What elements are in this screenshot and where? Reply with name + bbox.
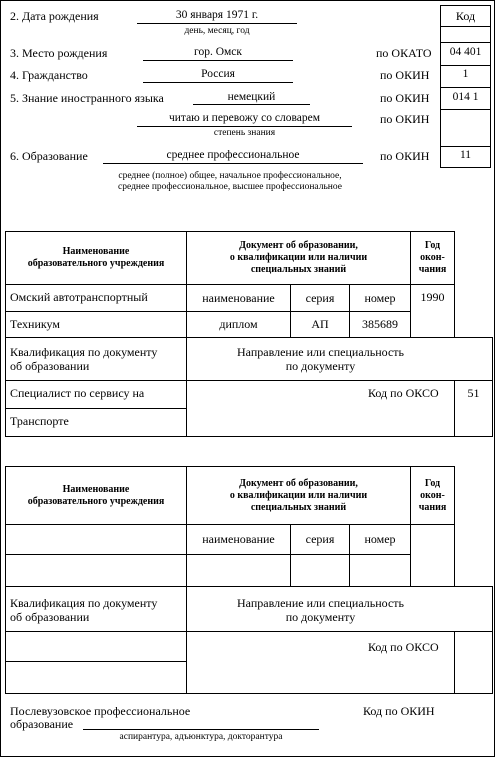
postgrad-caption: аспирантура, адъюнктура, докторантура bbox=[119, 732, 283, 742]
t2-sub-number: номер bbox=[364, 532, 396, 546]
t2-col-document: Документ об образовании, о квалификации или наличии специальных знаний bbox=[229, 477, 368, 513]
language-label: 5. Знание иностранного языка bbox=[10, 91, 164, 105]
t1-sub-name: наименование bbox=[202, 290, 275, 305]
t1-qualification-line1: Специалист по сервису на bbox=[10, 386, 145, 400]
t2-sub-name: наименование bbox=[202, 532, 275, 546]
birth-caption: день, месяц, год bbox=[184, 26, 250, 36]
education-label: 6. Образование bbox=[10, 149, 88, 163]
birth-label: 2. Дата рождения bbox=[10, 9, 99, 23]
birthplace-code: 04 401 bbox=[449, 46, 482, 58]
t1-col-institution: Наименование образовательного учреждения bbox=[27, 246, 165, 269]
t2-okso-label: Код по ОКСО bbox=[368, 640, 439, 654]
postgrad-code-label: Код по ОКИН bbox=[363, 704, 435, 718]
language-level-caption: степень знания bbox=[213, 128, 276, 138]
education-code-label: по ОКИН bbox=[380, 149, 430, 163]
language-code: 014 1 bbox=[452, 91, 479, 103]
t2-sub-series: серия bbox=[305, 532, 335, 546]
birthplace-label: 3. Место рождения bbox=[10, 46, 108, 60]
t1-institution-line2: Техникум bbox=[10, 317, 60, 331]
t1-doc-number: 385689 bbox=[362, 317, 398, 331]
education-caption-2: среднее профессиональное, высшее профессиональное bbox=[118, 182, 342, 192]
language-code-label: по ОКИН bbox=[380, 91, 430, 105]
education-caption-1: среднее (полное) общее, начальное профессиональное, bbox=[118, 171, 342, 181]
t2-col-institution: Наименование образовательного учреждения bbox=[27, 483, 165, 507]
codes-header-box bbox=[440, 5, 491, 27]
t1-sub-number: номер bbox=[364, 290, 396, 305]
citizenship-value: Россия bbox=[201, 68, 235, 80]
t1-sub-series: серия bbox=[305, 290, 335, 305]
t1-qualification-line2: Транспорте bbox=[10, 414, 69, 428]
t2-qualification-label: Квалификация по документу об образовании bbox=[10, 596, 158, 624]
t1-year: 1990 bbox=[420, 289, 445, 304]
birth-value: 30 января 1971 г. bbox=[175, 9, 259, 21]
t1-qualification-label: Квалификация по документу об образовании bbox=[10, 345, 158, 373]
t1-institution-line1: Омский автотранспортный bbox=[10, 290, 148, 304]
codes-header: Код bbox=[455, 8, 476, 23]
birthplace-value: гор. Омск bbox=[194, 46, 242, 58]
citizenship-code: 1 bbox=[462, 68, 469, 80]
citizenship-code-label: по ОКИН bbox=[380, 68, 430, 82]
language-level-value: читаю и перевожу со словарем bbox=[168, 112, 321, 124]
t1-col-document: Документ об образовании, о квалификации или наличии специальных знаний bbox=[229, 240, 368, 275]
t1-doc-name: диплом bbox=[219, 317, 258, 331]
t1-doc-series: АП bbox=[311, 317, 329, 331]
education-code: 11 bbox=[459, 149, 472, 161]
t1-direction-label: Направление или специальность по документу bbox=[237, 345, 404, 373]
t2-direction-label: Направление или специальность по документу bbox=[237, 596, 404, 624]
t1-col-year: Год окон- чания bbox=[418, 240, 447, 275]
t1-okso-label: Код по ОКСО bbox=[368, 386, 439, 400]
citizenship-label: 4. Гражданство bbox=[10, 68, 88, 82]
language-level-code-label: по ОКИН bbox=[380, 112, 430, 126]
postgrad-label-line2: образование bbox=[10, 717, 74, 731]
language-value: немецкий bbox=[227, 91, 276, 103]
t1-okso-code: 51 bbox=[467, 385, 480, 400]
t2-col-year: Год окон- чания bbox=[418, 477, 447, 513]
birthplace-code-label: по ОКАТО bbox=[376, 46, 432, 60]
education-value: среднее профессиональное bbox=[166, 149, 300, 161]
postgrad-label-line1: Послевузовское профессиональное bbox=[10, 704, 191, 718]
